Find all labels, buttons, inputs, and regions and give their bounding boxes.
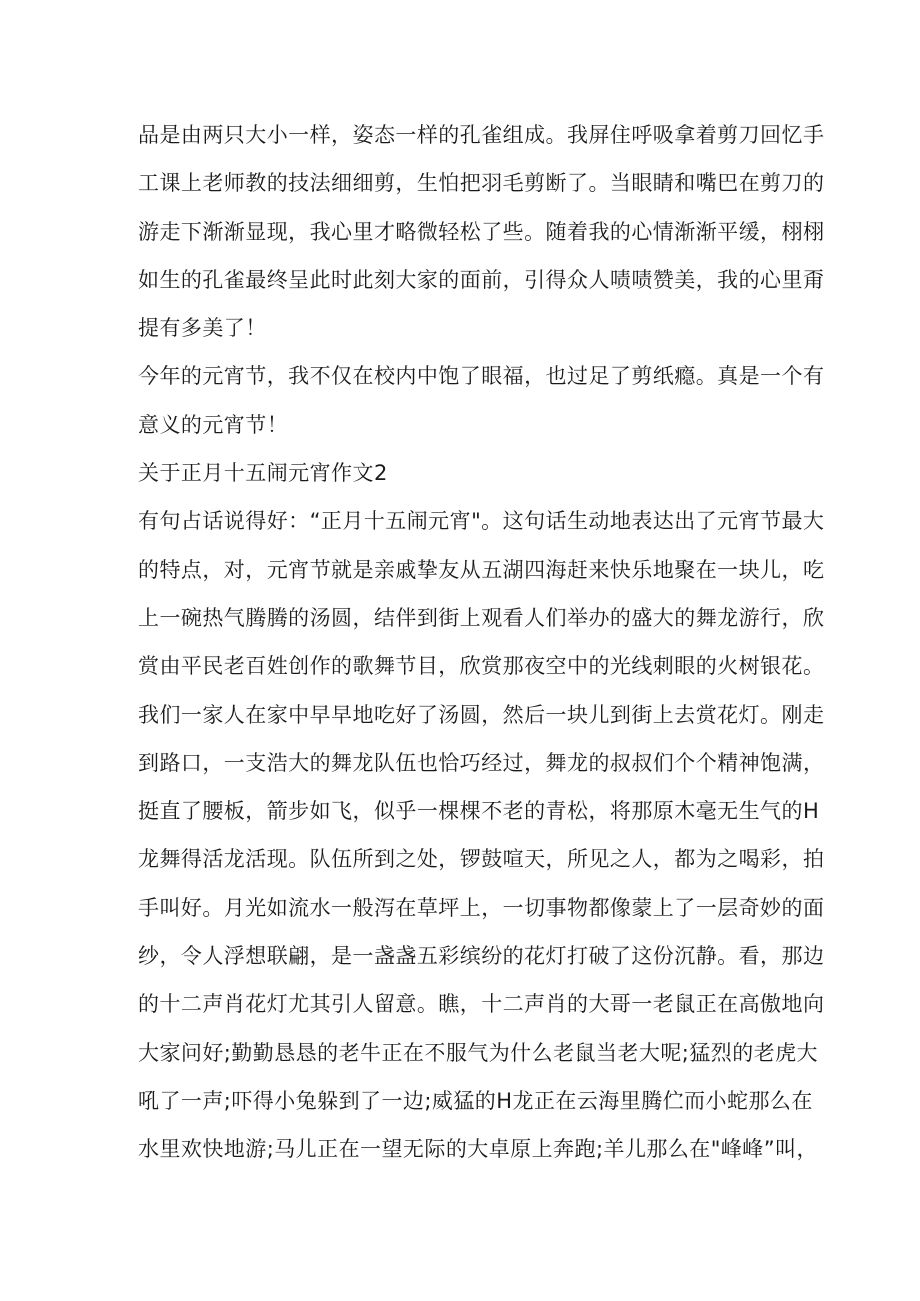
text-line: 游走下渐渐显现，我心里才略微轻松了些。随着我的心情渐渐平缓，栩栩: [138, 219, 825, 244]
text-line: 吼了一声;吓得小兔躲到了一边;威猛的H龙正在云海里腾伫而小蛇那么在: [138, 1088, 813, 1113]
text-line: 工课上老师教的技法细细剪，生怕把羽毛剪断了。当眼睛和嘴巴在剪刀的: [138, 171, 825, 196]
text-line: 水里欢快地游;马儿正在一望无际的大卓原上奔跑;羊儿那么在"峰峰”叫，: [138, 1137, 818, 1162]
text-line: 我们一家人在家中早早地吃好了汤圆，然后一块儿到街上去赏花灯。刚走: [138, 702, 825, 727]
text-line: 今年的元宵节，我不仅在校内中饱了眼福，也过足了剪纸瘾。真是一个有: [138, 364, 825, 389]
document-body: [138, 111, 825, 1174]
text-line: 纱，令人浮想联翩，是一盏盏五彩缤纷的花灯打破了这份沉静。看，那边: [138, 944, 825, 969]
text-line: 龙舞得活龙活现。队伍所到之处，锣鼓喧天，所见之人，都为之喝彩，拍: [138, 847, 825, 872]
text-line: 的十二声肖花灯尤其引人留意。瞧，十二声肖的大哥一老鼠正在高傲地向: [138, 992, 825, 1017]
text-line: 意义的元宵节！: [138, 412, 289, 437]
text-line: 的特点，对，元宵节就是亲戚挚友从五湖四海赶来快乐地聚在一块儿，吃: [138, 557, 825, 582]
text-line: 提有多美了！: [138, 316, 267, 341]
text-line: 手叫好。月光如流水一般泻在草坪上，一切事物都像蒙上了一层奇妙的面: [138, 895, 825, 920]
text-line: 上一碗热气腾腾的汤圆，结伴到街上观看人们举办的盛大的舞龙游行，欣: [138, 605, 825, 630]
text-line: 挺直了腰板，箭步如飞，似乎一棵棵不老的青松，将那原木毫无生气的H: [138, 799, 820, 824]
text-line: 品是由两只大小一样，姿态一样的孔雀组成。我屏住呼吸拿着剪刀回忆手: [138, 123, 825, 147]
section-heading: 关于正月十五闹元宵作文2: [138, 461, 388, 486]
text-line: 如生的孔雀最终呈此时此刻大家的面前，引得众人啧啧赞美，我的心里甭: [138, 267, 825, 292]
text-line: 到路口，一支浩大的舞龙队伍也恰巧经过，舞龙的叔叔们个个精神饱满，: [138, 750, 825, 775]
text-line: 有句占话说得好：“正月十五闹元宵"。这句话生动地表达出了元宵节最大: [138, 509, 825, 534]
text-line: 赏由平民老百姓创作的歌舞节目，欣赏那夜空中的光线刺眼的火树银花。: [138, 654, 825, 679]
text-line: 大家问好;勤勤恳恳的老牛正在不服气为什么老鼠当老大呢;猛烈的老虎大: [138, 1040, 818, 1065]
